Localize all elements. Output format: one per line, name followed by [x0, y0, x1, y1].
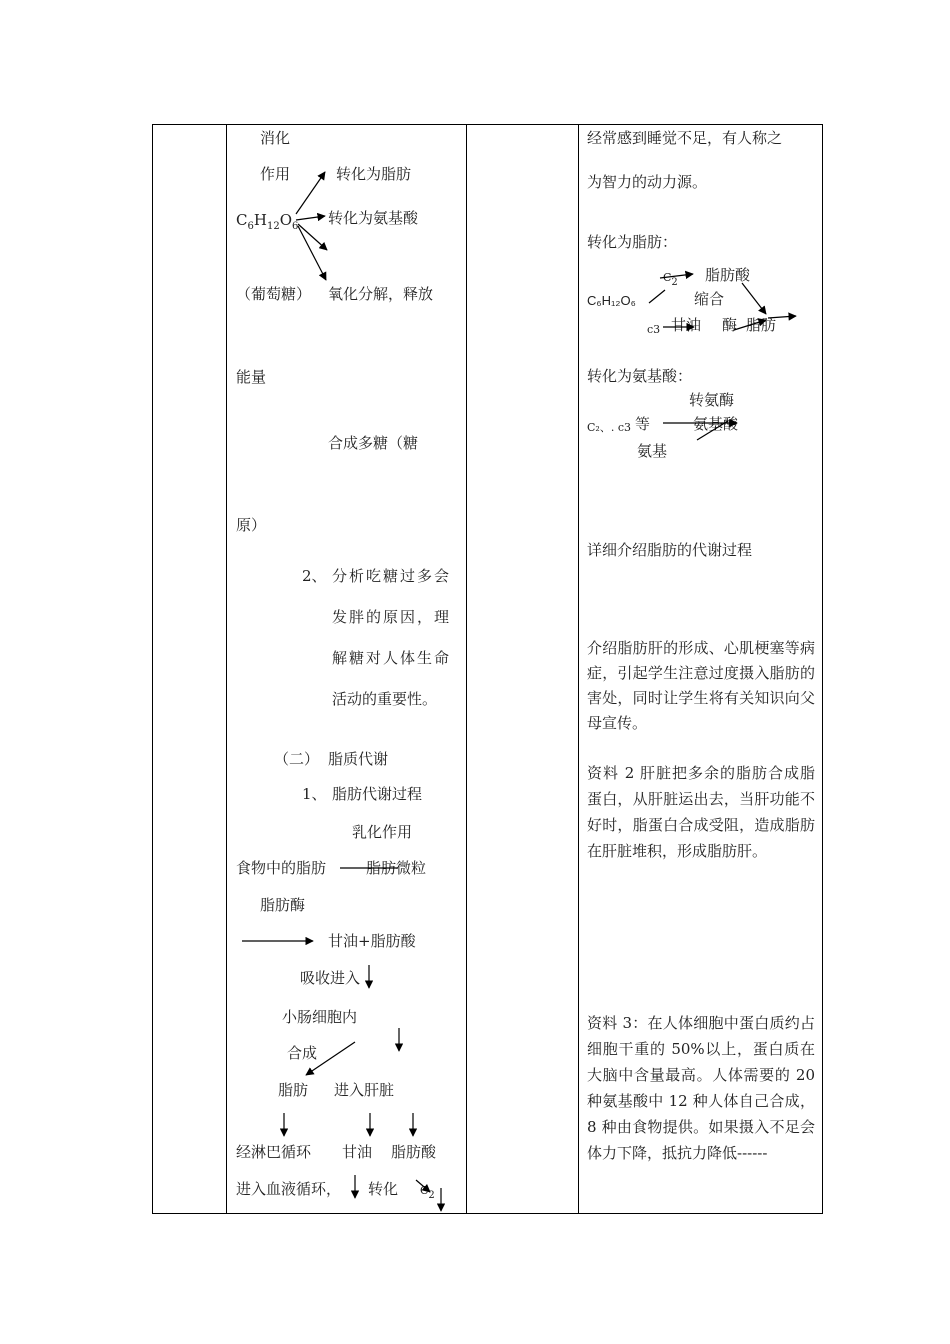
enzyme-label: 酶 [722, 316, 738, 334]
lymph-label: 经淋巴循环 [236, 1143, 312, 1161]
lipase-label: 脂肪酶 [260, 896, 306, 914]
item2-line: 活动的重要性。 [332, 690, 438, 708]
fat-label: 脂肪 [746, 316, 777, 334]
oxidize-label: 氧化分解，释放 [328, 285, 434, 303]
transaminase-label: 转氨酶 [689, 391, 735, 409]
note-text: 经常感到睡觉不足，有人称之 [587, 129, 783, 147]
to-amino-title: 转化为氨基酸： [587, 367, 693, 385]
section-title: 脂质代谢 [328, 750, 389, 768]
column-divider [466, 124, 467, 1214]
glucose-formula: C₆H₁₂O₆ [587, 293, 636, 308]
column-divider [226, 124, 227, 1214]
glucose-label: （葡萄糖） [236, 285, 312, 303]
energy-label: 能量 [236, 368, 267, 386]
material-3-note: 资料 3：在人体细胞中蛋白质约占细胞干重的 50%以上，蛋白质在大脑中含量最高。人体需要的 20 种氨基酸中 12 种人体自己合成，8 种由食物提供。如果摄入不足会体力下降，抵抗力降低------ [587, 1014, 815, 1162]
item2-line: 分析吃糖过多会 [332, 567, 452, 585]
item1-number: 1、 [302, 785, 327, 803]
fatty-liver-note: 介绍脂肪肝的形成、心肌梗塞等病症，引起学生注意过度摄入脂肪的害处，同时让学生将有关知识向父母宣传。 [587, 639, 815, 732]
to-fat-label: 转化为脂肪 [336, 165, 412, 183]
blood-label: 进入血液循环， [236, 1180, 342, 1198]
food-fat-label: 食物中的脂肪 [236, 859, 327, 877]
item2-number: 2、 [302, 567, 327, 585]
to-amino-label: 转化为氨基酸 [328, 209, 419, 227]
to-fat-title: 转化为脂肪： [587, 233, 678, 251]
glycerol-label: 甘油 [342, 1143, 373, 1161]
synth-label: 合成 [287, 1044, 318, 1062]
convert-label: 转化 [368, 1180, 399, 1198]
amino-label: 氨基 [637, 442, 668, 460]
digest-label: 消化 [260, 129, 291, 147]
intestine-label: 小肠细胞内 [282, 1008, 358, 1026]
glucose-formula: $C_6H_{12}O_6$ [236, 211, 299, 232]
absorb-label: 吸收进入 [300, 969, 361, 987]
polysac-label-2: 原） [236, 516, 267, 534]
material-2-note: 资料 2 肝脏把多余的脂肪合成脂蛋白，从肝脏运出去，当肝功能不好时，脂蛋白合成受阻，造成脂肪在肝脏堆积，形成脂肪肝。 [587, 764, 815, 860]
emulsify-label: 乳化作用 [352, 823, 413, 841]
column-divider [578, 124, 579, 1214]
glycerol-label: 甘油 [671, 316, 702, 334]
c2-label: $C_2$ [663, 271, 678, 288]
section-number: （二） [274, 750, 320, 768]
c3-label: c3 [647, 323, 661, 336]
fat-particle-label: 脂肪微粒 [366, 859, 427, 877]
detail-note: 详细介绍脂肪的代谢过程 [587, 541, 753, 559]
amino-acid-label: 氨基酸 [693, 415, 739, 433]
c2-label: $C_2$ [420, 1184, 435, 1201]
item1-title: 脂肪代谢过程 [332, 785, 423, 803]
liver-label: 进入肝脏 [334, 1081, 395, 1099]
polysac-label: 合成多糖（糖 [328, 434, 419, 452]
fatty-acid-label: 脂肪酸 [391, 1143, 437, 1161]
fat-label: 脂肪 [278, 1081, 309, 1099]
condense-label: 缩合 [694, 290, 725, 308]
glycerol-fa-label: 甘油+脂肪酸 [328, 932, 416, 950]
item2-line: 发胖的原因，理 [332, 608, 452, 626]
fatty-acid-label: 脂肪酸 [705, 266, 751, 284]
note-text: 为智力的动力源。 [587, 173, 708, 191]
etc-label: 等 [635, 415, 651, 433]
c2c3-label: C₂、. c3 [587, 421, 631, 434]
item2-line: 解糖对人体生命 [332, 649, 452, 667]
action-label: 作用 [260, 165, 291, 183]
